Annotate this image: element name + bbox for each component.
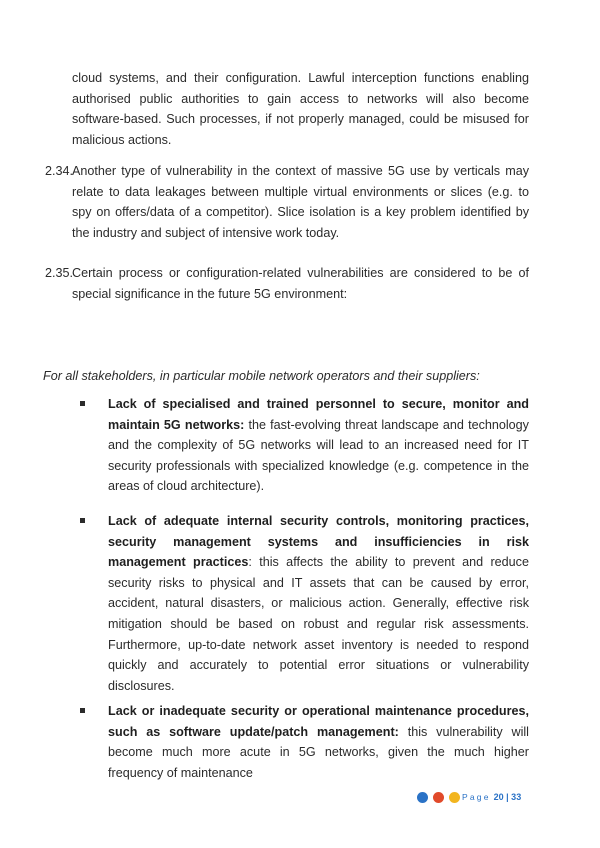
intro-text: cloud systems, and their configuration. Lawful interception functions enabling authorised public authorities to gain access to networks will also become software-based. Such processes, if not properly managed, could be misused for malicious actions.	[72, 71, 529, 147]
paragraph-number: 2.35.	[45, 266, 74, 280]
bullet-bold-lead: Lack of specialised and trained personnel to secure, monitor and maintain 5G networks:	[108, 397, 529, 432]
bullet-bold-lead: Lack of adequate internal security controls, monitoring practices, security management systems and insufficiencies in risk management practices	[108, 514, 529, 570]
yellow-dot-icon	[449, 792, 460, 803]
square-bullet-icon	[80, 518, 85, 523]
red-dot-icon	[433, 792, 444, 803]
paragraph-number: 2.34.	[45, 164, 74, 178]
bullet-bold-lead: Lack or inadequate security or operational maintenance procedures, such as software update/patch management:	[108, 704, 529, 739]
page-footer	[417, 789, 521, 805]
square-bullet-icon	[80, 401, 85, 406]
paragraph-2-35	[45, 263, 529, 304]
blue-dot-icon	[417, 792, 428, 803]
page-label: Page	[462, 792, 491, 802]
page-number: 20 | 33	[493, 792, 522, 802]
bullet-item-maintenance	[108, 701, 529, 783]
stakeholders-heading: For all stakeholders, in particular mobile network operators and their suppliers:	[43, 369, 480, 383]
intro-paragraph	[72, 68, 529, 150]
bullet-text: : this affects the ability to prevent and reduce security risks to physical and IT assets that can be caused by error, accident, natural disasters, or malicious action. Generally, effective risk mitigation should be based on robust and regular risk assessments. Furthermore, up-to-date network asset inventory is needed to respond quickly and accurately to potential error situations or vulnerability disclosures.	[108, 555, 529, 693]
paragraph-text: Another type of vulnerability in the context of massive 5G use by verticals may relate to data leakages between multiple virtual environments or slices (e.g. to spy on offers/data of a competitor). Slice isolation is a key problem identified by the industry and subject of intensive work today.	[72, 164, 529, 240]
square-bullet-icon	[80, 708, 85, 713]
bullet-item-personnel	[108, 394, 529, 497]
bullet-text: this vulnerability will become much more acute in 5G networks, given the much higher frequency of maintenance	[108, 724, 529, 780]
bullet-item-security-controls	[108, 511, 529, 696]
paragraph-2-34	[45, 161, 529, 243]
paragraph-text: Certain process or configuration-related vulnerabilities are considered to be of special significance in the future 5G environment:	[72, 266, 529, 301]
bullet-text: the fast-evolving threat landscape and technology and the complexity of 5G networks will lead to an increased need for IT security professionals with specialized knowledge (e.g. competence in the areas of cloud architecture).	[108, 417, 529, 494]
